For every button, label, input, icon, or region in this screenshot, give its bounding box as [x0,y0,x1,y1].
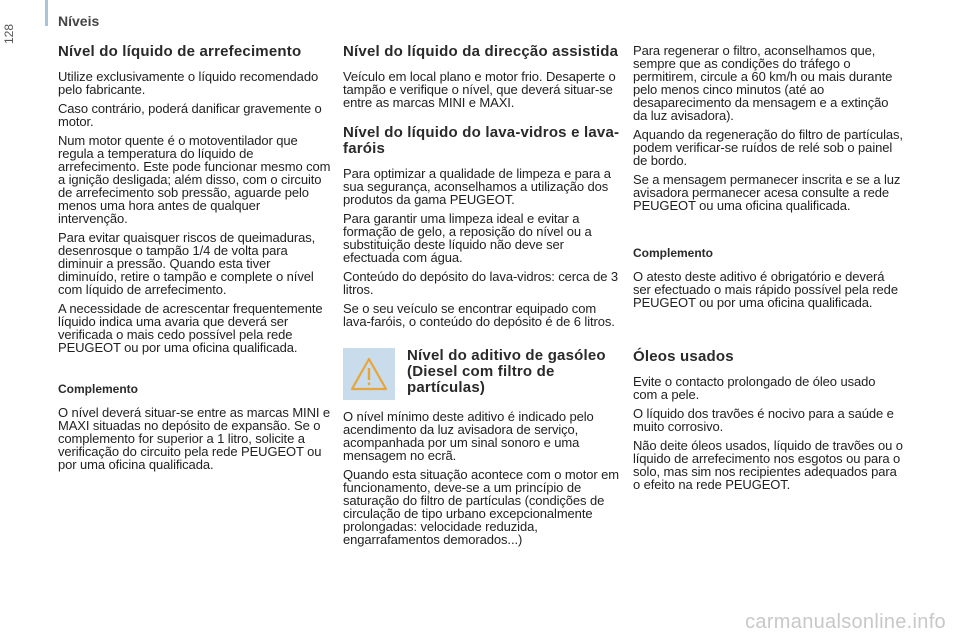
section-title: Níveis [58,13,100,29]
steering-heading: Nível do líquido da direcção assistida [343,43,619,60]
coolant-paragraph: Caso contrário, poderá danificar gravemente o motor. [58,101,322,129]
additive-section [343,348,621,396]
additive-paragraph: O nível mínimo deste aditivo é indicado pelo acendimento da luz avisadora de serviço, acompanhada por um sinal sonoro e uma mensagem no ecrã. [343,409,594,463]
washer-paragraph: Se o seu veículo se encontrar equipado com lava-faróis, o conteúdo do depósito é de 6 litros. [343,301,615,329]
coolant-paragraph: Num motor quente é o motoventilador que regula a temperatura do líquido de arrefecimento. Este pode funcionar mesmo com a ignição desligada; além disso, com o circuito de arrefecimento sob pressão, aguarde pelo menos uma hora antes de qualquer intervenção. [58,133,331,226]
column-regeneration-oils [633,44,903,497]
coolant-complement-heading: Complemento [58,382,139,396]
column-coolant [58,44,332,477]
coolant-paragraph: A necessidade de acrescentar frequentemente líquido indica uma avaria que deverá ser verificada o mais cedo possível pela rede PEUGEOT ou por uma oficina qualificada. [58,301,323,355]
used-oils-paragraph: O líquido dos travões é nocivo para a saúde e muito corrosivo. [633,406,894,434]
coolant-complement-text: O nível deverá situar-se entre as marcas MINI e MAXI situadas no depósito de expansão. Se o complemento for superior a 1 litro, solicite a verificação do circuito pela rede PEUGEOT ou por uma oficina qualificada. [58,405,331,472]
coolant-paragraph: Utilize exclusivamente o líquido recomendado pelo fabricante. [58,69,319,97]
additive-complement-text: O atesto deste aditivo é obrigatório e deverá ser efectuado o mais rápido possível pela rede PEUGEOT ou por uma oficina qualificada. [633,269,898,310]
steering-paragraph: Veículo em local plano e motor frio. Desaperte o tampão e verifique o nível, que deverá situar-se entre as marcas MINI e MAXI. [343,69,616,110]
used-oils-paragraph: Evite o contacto prolongado de óleo usado com a pele. [633,374,876,402]
column-steering-washer [343,44,621,552]
coolant-paragraph: Para evitar quaisquer riscos de queimaduras, desenrosque o tampão 1/4 de volta para diminuir a pressão. Quando esta tiver diminuído, retire o tampão e complete o nível com líquido de arrefecimento. [58,230,316,297]
regen-paragraph: Para regenerar o filtro, aconselhamos que, sempre que as condições do tráfego o permitirem, circule a 60 km/h ou mais durante pelo menos cinco minutos (até ao desaparecimento da mensagem e a extinção da luz avisadora). [633,43,893,123]
warning-triangle-icon [343,348,395,400]
washer-paragraph: Para garantir uma limpeza ideal e evitar a formação de gelo, a reposição do nível ou a substituição deste líquido não deve ser efectuada com água. [343,211,592,265]
washer-paragraph: Conteúdo do depósito do lava-vidros: cerca de 3 litros. [343,269,618,297]
regen-paragraph: Aquando da regeneração do filtro de partículas, podem verificar-se ruídos de relé sob o painel de bordo. [633,127,903,168]
washer-heading: Nível do líquido do lava-vidros e lava-faróis [343,124,620,157]
watermark: carmanualsonline.info [745,611,946,633]
coolant-heading: Nível do líquido de arrefecimento [58,43,302,60]
used-oils-heading: Óleos usados [633,348,734,365]
page-number: 128 [2,23,16,44]
additive-paragraph: Quando esta situação acontece com o motor em funcionamento, deve-se a um princípio de saturação do filtro de partículas (condições de circulação de tipo urbano excepcionalmente prolongadas: velocidade reduzida, engarrafamentos demorados...) [343,467,619,547]
additive-complement-heading: Complemento [633,246,714,260]
washer-paragraph: Para optimizar a qualidade de limpeza e para a sua segurança, aconselhamos a utilização dos produtos da gama PEUGEOT. [343,166,611,207]
additive-heading: Nível do aditivo de gasóleo (Diesel com filtro de partículas) [407,347,606,396]
header-accent-bar [45,0,48,26]
regen-paragraph: Se a mensagem permanecer inscrita e se a luz avisadora permanecer acesa consulte a rede PEUGEOT ou uma oficina qualificada. [633,172,901,213]
used-oils-paragraph: Não deite óleos usados, líquido de travões ou o líquido de arrefecimento nos esgotos ou para o solo, mas sim nos recipientes adequados para o efeito na rede PEUGEOT. [633,438,903,492]
